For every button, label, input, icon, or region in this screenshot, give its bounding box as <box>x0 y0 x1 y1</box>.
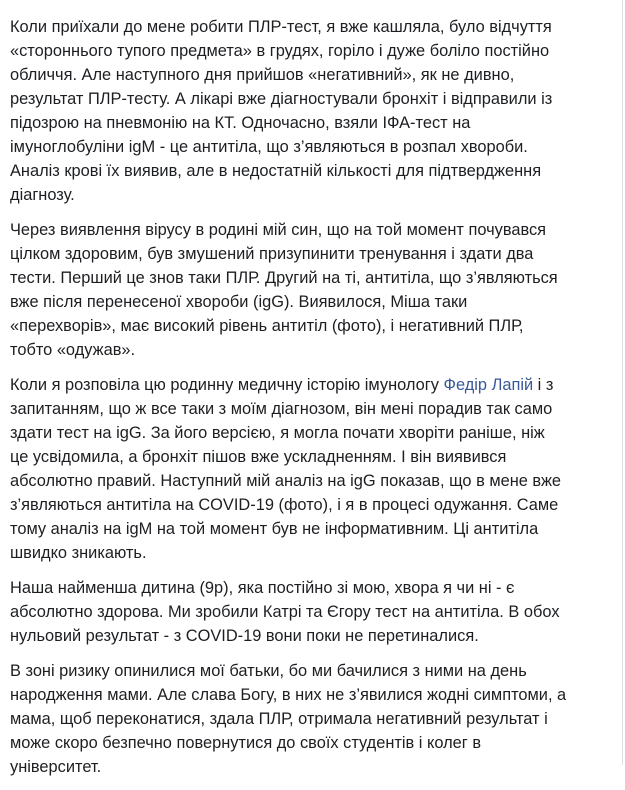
text-line: абсолютно здорова. Ми зробили Катрі та Єгору тест на антитіла. В обох <box>10 603 560 621</box>
text-line: університет. <box>10 758 102 776</box>
text-line: тести. Перший це знов таки ПЛР. Другий на ті, антитіла, що з’являються <box>10 269 558 287</box>
text-line: «стороннього тупого предмета» в грудях, горіло і дуже боліло постійно <box>10 42 550 60</box>
text-line: нульовий результат - з COVID-19 вони поки не перетиналися. <box>10 627 479 645</box>
post-body <box>10 15 615 790</box>
text-segment: і з <box>533 376 554 394</box>
text-line: швидко зникають. <box>10 544 147 562</box>
paragraph-2 <box>10 218 615 362</box>
text-line: результат ПЛР-тесту. А лікарі вже діагностували бронхіт і відправили із <box>10 90 553 108</box>
text-line: з’являються антитіла на COVID-19 (фото), і я в процесі одужання. Саме <box>10 496 559 514</box>
text-line: тому аналіз на igM на той момент був не інформативним. Ці антитіла <box>10 520 539 538</box>
mention-link-fedir-lapii[interactable]: Федір Лапій <box>443 376 534 394</box>
text-line: Аналіз крові їх виявив, але в недостатній кількості для підтвердження <box>10 162 542 180</box>
text-line: цілком здоровим, був змушений призупинити тренування і здати два <box>10 245 534 263</box>
text-line: вже після перенесеної хвороби (igG). Виявилося, Міша таки <box>10 293 468 311</box>
text-segment: Коли я розповіла цю родинну медичну історію імунологу <box>10 376 444 394</box>
paragraph-5 <box>10 659 615 779</box>
text-line: народження мами. Але слава Богу, в них не з’явилися жодні симптоми, а <box>10 686 567 704</box>
text-line: абсолютно правий. Наступний мій аналіз на igG показав, що в мене вже <box>10 472 562 490</box>
text-line: «перехворів», має високий рівень антитіл (фото), і негативний ПЛР, <box>10 317 524 335</box>
text-line: підозрою на пневмонію на КТ. Одночасно, взяли ІФА-тест на <box>10 114 471 132</box>
text-line: Коли приїхали до мене робити ПЛР-тест, я вже кашляла, було відчуття <box>10 18 552 36</box>
text-line-with-mention <box>10 373 615 397</box>
text-line: Через виявлення вірусу в родині мій син, що на той момент почувався <box>10 221 547 239</box>
paragraph-3 <box>10 373 615 565</box>
text-line: мама, щоб переконатися, здала ПЛР, отримала негативний результат і <box>10 710 548 728</box>
text-line: може скоро безпечно повернутися до своїх студентів і колег в <box>10 734 482 752</box>
text-line: запитанням, що ж все таки з моїм діагнозом, він мені порадив так само <box>10 400 553 418</box>
text-line: В зоні ризику опинилися мої батьки, бо ми бачилися з ними на день <box>10 662 527 680</box>
text-line: це усвідомила, а бронхіт пішов вже ускладненням. І він виявився <box>10 448 507 466</box>
text-line: тобто «одужав». <box>10 341 136 359</box>
text-line: здати тест на igG. За його версією, я могла почати хворіти раніше, ніж <box>10 424 545 442</box>
text-line: імуноглобуліни igM - це антитіла, що з’являються в розпал хвороби. <box>10 138 528 156</box>
paragraph-4 <box>10 576 615 648</box>
text-line: діагнозу. <box>10 186 75 204</box>
content-border <box>622 0 623 765</box>
text-line: Наша найменша дитина (9р), яка постійно зі мою, хвора я чи ні - є <box>10 579 515 597</box>
text-line: обличчя. Але наступного дня прийшов «негативний», як не дивно, <box>10 66 515 84</box>
paragraph-1 <box>10 15 615 207</box>
